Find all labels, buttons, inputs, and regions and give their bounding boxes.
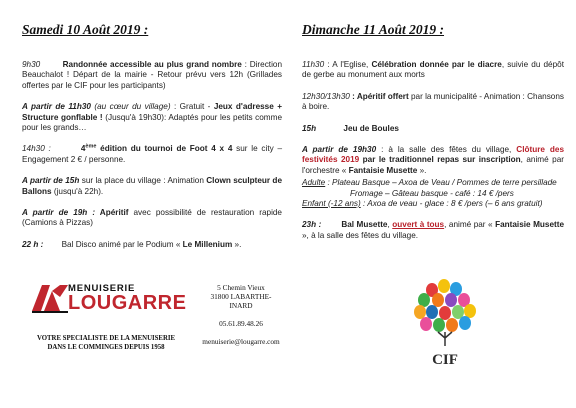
aperitif-name: Apéritif	[95, 208, 129, 218]
games-pre: : Gratuit -	[170, 102, 214, 112]
bal-time: 23h :	[302, 220, 322, 230]
foot-ordinal: 4	[80, 144, 86, 154]
tagline-line-2: DANS LE COMMINGES DEPUIS 1958	[47, 344, 165, 351]
closing-anim: , animé par l'orchestre «	[302, 155, 564, 175]
event-aperitif	[22, 208, 282, 229]
aperitif-details: avec possibilité de restauration rapide (Camions à Pizzas)	[22, 208, 282, 228]
company-card	[22, 279, 280, 363]
closing-pre: : à la salle des fêtes du village,	[376, 145, 517, 155]
event-hike	[22, 60, 282, 91]
games-details: (Jusqu'à 19h30): Adaptés pour les petits comme pour les grands…	[22, 112, 283, 133]
sunday-title: Dimanche 11 Août 2019 :	[302, 22, 445, 37]
closing-time: A partir de 19h30	[302, 145, 377, 155]
phone-number: 05.61.89.48.26	[219, 319, 263, 328]
company-contact	[200, 283, 282, 346]
disco-time: 22 h :	[22, 239, 44, 249]
child-menu-line	[302, 199, 564, 209]
adult-label: Adulte	[302, 178, 326, 188]
closing-highlight: Clôture des festivités 2019	[302, 145, 564, 165]
sunday-aperitif-details: par la municipalité - Animation : Chansons à boire.	[302, 91, 564, 112]
event-church	[302, 60, 564, 81]
games-where: (au cœur du village)	[90, 102, 171, 112]
bal-anim: , animé par «	[444, 220, 496, 230]
boules-time: 15h	[302, 123, 317, 133]
games-name: Jeux d'adresse + Structure gonflable !	[22, 102, 282, 122]
event-disco	[22, 240, 282, 250]
clown-time: A partir de 15h	[22, 176, 80, 186]
child-label: Enfant (-12 ans)	[302, 199, 361, 209]
clown-name: Clown sculpteur de Ballons	[22, 176, 282, 196]
event-sunday-aperitif	[302, 92, 564, 113]
disco-post: ».	[232, 239, 242, 249]
child-menu: : Axoa de veau - glace : 8 € /pers (– 6 ans gratuit)	[360, 199, 543, 209]
event-bal: 23h : Bal Musette, ouvert à tous, animé par « Fantaisie Musette », à la salle des fêtes du village.	[302, 220, 565, 240]
clown-pre: sur la place du village : Animation	[79, 176, 207, 186]
saturday-column	[22, 22, 282, 261]
menu-block	[302, 178, 564, 209]
closing-band: Fantaisie Musette	[348, 165, 418, 175]
bal-end: », à la salle des fêtes du village.	[302, 230, 419, 240]
church-name: Célébration donnée par le diacre	[371, 60, 502, 69]
disco-name: Le Millenium	[182, 239, 233, 249]
closing-end: ».	[417, 165, 427, 175]
cif-logo	[398, 276, 494, 372]
balloon-tree-icon	[414, 279, 476, 346]
boules-name: Jeu de Boules	[343, 123, 399, 133]
bal-name: Bal Musette	[341, 220, 388, 230]
event-closing	[302, 145, 564, 176]
foot-details: sur le city – Engagement 2 € / personne.	[22, 144, 282, 164]
clown-details: (jusqu'à 22h).	[51, 186, 104, 196]
sunday-aperitif-time: 12h30/13h30	[302, 91, 350, 101]
event-foot	[22, 144, 282, 165]
company-name-main: LOUGARRE	[68, 292, 187, 314]
foot-ordinal-suffix: ème	[85, 143, 97, 150]
cif-text: CIF	[432, 352, 458, 368]
email-address: menuiserie@lougarre.com	[202, 337, 280, 346]
saturday-title: Samedi 10 Août 2019 :	[22, 22, 149, 37]
company-tagline	[32, 334, 180, 352]
event-clown	[22, 176, 282, 197]
church-details: , suivie du dépôt de gerbe au monument aux morts	[302, 60, 564, 80]
company-name-top: MENUISERIE	[68, 283, 136, 294]
foot-name: édition du tournoi de Foot 4 x 4	[96, 144, 233, 154]
games-time: A partir de 11h30	[22, 102, 91, 112]
bal-band: Fantaisie Musette	[495, 220, 565, 230]
hike-time: 9h30	[22, 60, 41, 69]
aperitif-time: A partir de 19h :	[22, 208, 96, 218]
adult-menu-line-2: Fromage – Gâteau basque - café : 14 € /pers	[350, 188, 514, 198]
closing-meal: par le traditionnel repas sur inscription	[359, 155, 521, 165]
tagline-line-1: VOTRE SPECIALISTE DE LA MENUISERIE	[36, 335, 176, 342]
address-line-2: 31800 LABARTHE-INARD	[210, 292, 272, 310]
church-time: 11h30	[302, 60, 325, 69]
church-pre: : A l'Eglise,	[324, 60, 372, 69]
adult-menu-line-1	[302, 178, 564, 188]
sunday-aperitif-name: : Apéritif offert	[349, 91, 409, 101]
hike-name: Randonnée accessible au plus grand nombre	[62, 60, 242, 69]
address-line-1: 5 Chemin Vieux	[217, 283, 265, 292]
bal-open-to-all: ouvert à tous	[392, 220, 445, 230]
foot-time: 14h30 :	[22, 144, 51, 154]
event-games	[22, 102, 282, 133]
sunday-column	[302, 22, 564, 252]
adult-menu-1: : Plateau Basque – Axoa de Veau / Pommes de terre persillade	[325, 178, 557, 188]
hike-details: : Direction Beauchalot ! Départ de la mairie - Retour prévu vers 12h (Grillades offertes par le CIF pour les participants)	[22, 60, 282, 90]
event-boules	[302, 124, 564, 134]
disco-pre: Bal Disco animé par le Podium «	[61, 239, 183, 249]
